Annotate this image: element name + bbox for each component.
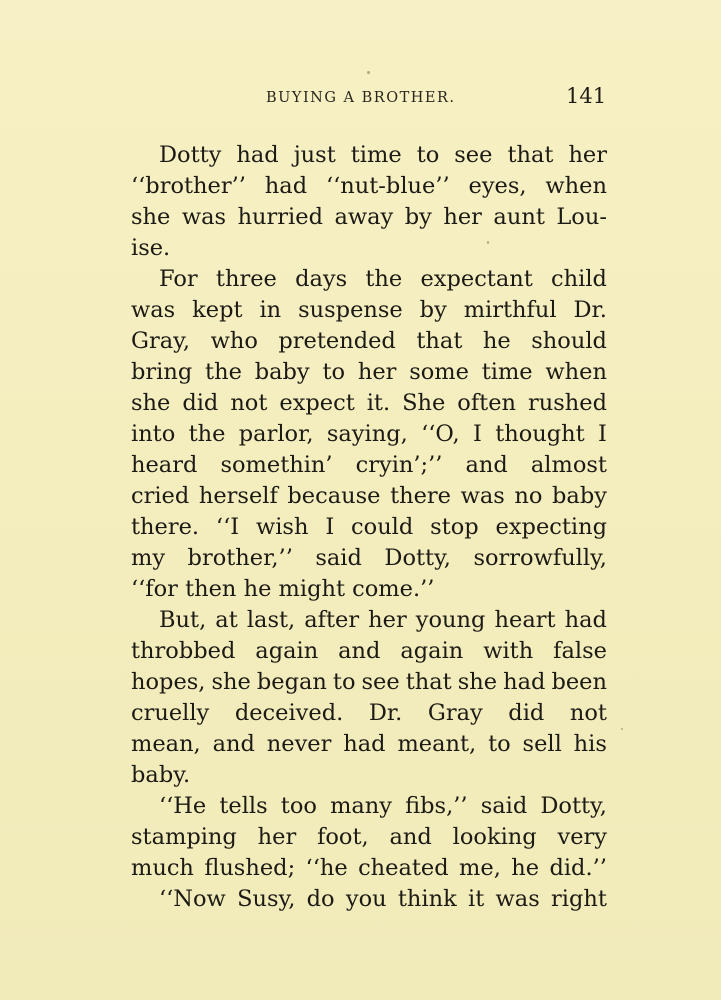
word: Gray, bbox=[131, 328, 191, 354]
word: did bbox=[182, 390, 219, 416]
word: She bbox=[402, 390, 446, 416]
word: last, bbox=[246, 607, 296, 633]
word: did bbox=[508, 700, 545, 726]
word: wish bbox=[255, 514, 309, 540]
word: he bbox=[482, 328, 511, 354]
word: very bbox=[557, 824, 607, 850]
text-line bbox=[131, 326, 607, 357]
word: I bbox=[325, 514, 335, 540]
word: baby bbox=[552, 483, 607, 509]
word: in bbox=[259, 297, 282, 323]
word: by bbox=[419, 297, 447, 323]
word: foot, bbox=[317, 824, 369, 850]
text-line bbox=[131, 729, 607, 760]
word: had bbox=[564, 607, 607, 633]
word: hurried bbox=[237, 204, 323, 230]
word: almost bbox=[530, 452, 607, 478]
word: that bbox=[405, 669, 452, 695]
word: see bbox=[454, 142, 493, 168]
word: think bbox=[397, 886, 457, 912]
word: she bbox=[131, 204, 171, 230]
text-line bbox=[131, 481, 607, 512]
page-number: 141 bbox=[566, 84, 607, 108]
text-line bbox=[131, 419, 607, 450]
text-line: ‘‘for then he might come.’’ bbox=[131, 576, 435, 602]
word: hopes, bbox=[131, 669, 206, 695]
word: bring bbox=[131, 359, 193, 385]
word: and bbox=[389, 824, 432, 850]
word: said bbox=[315, 545, 362, 571]
word: kept bbox=[192, 297, 243, 323]
text-line bbox=[131, 140, 607, 171]
word: Susy, bbox=[237, 886, 296, 912]
word: expectant bbox=[420, 266, 533, 292]
word: saying, bbox=[326, 421, 408, 447]
word: stamping bbox=[131, 824, 237, 850]
word: do bbox=[306, 886, 335, 912]
word: she bbox=[457, 669, 498, 695]
word: parlor, bbox=[238, 421, 314, 447]
word: But, bbox=[159, 607, 207, 633]
word: cheated bbox=[358, 855, 449, 881]
word: it. bbox=[366, 390, 391, 416]
word: the bbox=[188, 421, 226, 447]
word: cruelly bbox=[131, 700, 210, 726]
text-line: baby. bbox=[131, 762, 191, 788]
word: Dr. bbox=[368, 700, 403, 726]
word: me, bbox=[459, 855, 501, 881]
word: ‘‘O, bbox=[421, 421, 460, 447]
word: throbbed bbox=[131, 638, 236, 664]
word: at bbox=[215, 607, 238, 633]
word: into bbox=[131, 421, 176, 447]
word: eyes, bbox=[468, 173, 527, 199]
word: tells bbox=[219, 793, 268, 819]
text-line: ise. bbox=[131, 235, 171, 261]
word: her bbox=[568, 142, 607, 168]
word: Dotty, bbox=[540, 793, 607, 819]
paper-speck bbox=[487, 241, 489, 244]
word: that bbox=[507, 142, 554, 168]
word: I bbox=[598, 421, 607, 447]
word: and bbox=[338, 638, 381, 664]
word: and bbox=[212, 731, 255, 757]
word: Dotty, bbox=[384, 545, 451, 571]
word: her bbox=[368, 607, 407, 633]
text-line bbox=[131, 202, 607, 233]
word: after bbox=[304, 607, 360, 633]
word: my bbox=[131, 545, 166, 571]
word: child bbox=[551, 266, 607, 292]
word: began bbox=[256, 669, 327, 695]
word: she bbox=[131, 390, 171, 416]
word: days bbox=[295, 266, 348, 292]
word: much bbox=[131, 855, 194, 881]
word: the bbox=[365, 266, 403, 292]
text-line bbox=[131, 388, 607, 419]
text-line bbox=[131, 884, 607, 915]
word: mirthful bbox=[463, 297, 557, 323]
word: some bbox=[409, 359, 469, 385]
word: three bbox=[215, 266, 277, 292]
paper-speck bbox=[621, 728, 623, 730]
word: ‘‘he bbox=[305, 855, 348, 881]
word: was bbox=[495, 886, 540, 912]
word: not bbox=[569, 700, 607, 726]
word: to bbox=[322, 359, 346, 385]
word: again bbox=[400, 638, 464, 664]
word: she bbox=[211, 669, 251, 695]
word: to bbox=[488, 731, 511, 757]
word: deceived. bbox=[234, 700, 344, 726]
word: should bbox=[531, 328, 607, 354]
text-line bbox=[131, 822, 607, 853]
word: flushed; bbox=[204, 855, 296, 881]
word: many bbox=[330, 793, 393, 819]
word: away bbox=[334, 204, 394, 230]
word: Dr. bbox=[573, 297, 607, 323]
text-line bbox=[131, 512, 607, 543]
word: expect bbox=[279, 390, 355, 416]
text-line bbox=[131, 295, 607, 326]
word: not bbox=[230, 390, 268, 416]
word: time bbox=[350, 142, 402, 168]
word: Lou- bbox=[556, 204, 607, 230]
word: that bbox=[416, 328, 463, 354]
text-line bbox=[131, 667, 607, 698]
word: sell bbox=[522, 731, 562, 757]
word: just bbox=[293, 142, 336, 168]
word: time bbox=[481, 359, 533, 385]
word: Gray bbox=[427, 700, 483, 726]
text-line bbox=[131, 357, 607, 388]
word: was bbox=[131, 297, 176, 323]
word: to bbox=[416, 142, 440, 168]
word: ‘‘Now bbox=[159, 886, 226, 912]
word: her bbox=[257, 824, 297, 850]
word: I bbox=[472, 421, 482, 447]
word: again bbox=[255, 638, 319, 664]
text-line bbox=[131, 605, 607, 636]
text-line bbox=[131, 698, 607, 729]
word: could bbox=[351, 514, 414, 540]
word: ‘‘He bbox=[159, 793, 207, 819]
word: young bbox=[415, 607, 486, 633]
word: when bbox=[545, 173, 607, 199]
word: baby bbox=[254, 359, 310, 385]
word: with bbox=[483, 638, 534, 664]
text-line bbox=[131, 450, 607, 481]
word: pretended bbox=[278, 328, 396, 354]
word: never bbox=[266, 731, 332, 757]
word: had bbox=[264, 173, 308, 199]
word: Dotty bbox=[159, 142, 222, 168]
word: sorrowfully, bbox=[473, 545, 607, 571]
word: suspense bbox=[298, 297, 403, 323]
word: ‘‘nut-blue’’ bbox=[325, 173, 450, 199]
word: aunt bbox=[493, 204, 545, 230]
word: when bbox=[545, 359, 607, 385]
running-head-title: BUYING A BROTHER. bbox=[266, 90, 456, 106]
word: the bbox=[205, 359, 242, 385]
text-line bbox=[131, 636, 607, 667]
word: there. bbox=[131, 514, 200, 540]
word: said bbox=[480, 793, 528, 819]
word: no bbox=[514, 483, 543, 509]
word: herself bbox=[198, 483, 278, 509]
word: his bbox=[573, 731, 607, 757]
word: see bbox=[361, 669, 400, 695]
word: heard bbox=[131, 452, 198, 478]
body-text bbox=[131, 140, 607, 915]
word: did.’’ bbox=[549, 855, 607, 881]
word: mean, bbox=[131, 731, 201, 757]
word: expecting bbox=[495, 514, 607, 540]
word: was bbox=[181, 204, 227, 230]
word: ‘‘brother’’ bbox=[131, 173, 246, 199]
word: heart bbox=[494, 607, 556, 633]
word: stop bbox=[430, 514, 479, 540]
word: because bbox=[287, 483, 381, 509]
word: her bbox=[443, 204, 482, 230]
text-line bbox=[131, 853, 607, 884]
word: he bbox=[511, 855, 540, 881]
word: For bbox=[159, 266, 198, 292]
word: to bbox=[332, 669, 356, 695]
paper-speck bbox=[367, 71, 370, 74]
word: been bbox=[551, 669, 607, 695]
word: cried bbox=[131, 483, 190, 509]
word: had bbox=[343, 731, 386, 757]
word: often bbox=[457, 390, 517, 416]
word: brother,’’ bbox=[187, 545, 293, 571]
word: had bbox=[503, 669, 546, 695]
word: was bbox=[460, 483, 505, 509]
word: who bbox=[210, 328, 258, 354]
word: you bbox=[345, 886, 387, 912]
word: right bbox=[551, 886, 607, 912]
word: false bbox=[553, 638, 607, 664]
text-line bbox=[131, 264, 607, 295]
word: by bbox=[404, 204, 432, 230]
word: meant, bbox=[397, 731, 477, 757]
word: and bbox=[465, 452, 508, 478]
word: fibs,’’ bbox=[405, 793, 468, 819]
word: ‘‘I bbox=[215, 514, 240, 540]
word: cryin’;’’ bbox=[355, 452, 443, 478]
text-line bbox=[131, 791, 607, 822]
word: her bbox=[357, 359, 397, 385]
word: somethin’ bbox=[220, 452, 333, 478]
word: it bbox=[468, 886, 485, 912]
word: there bbox=[390, 483, 451, 509]
word: looking bbox=[452, 824, 537, 850]
word: too bbox=[280, 793, 317, 819]
word: rushed bbox=[527, 390, 607, 416]
text-line bbox=[131, 543, 607, 574]
word: had bbox=[236, 142, 279, 168]
text-line bbox=[131, 171, 607, 202]
word: thought bbox=[495, 421, 585, 447]
